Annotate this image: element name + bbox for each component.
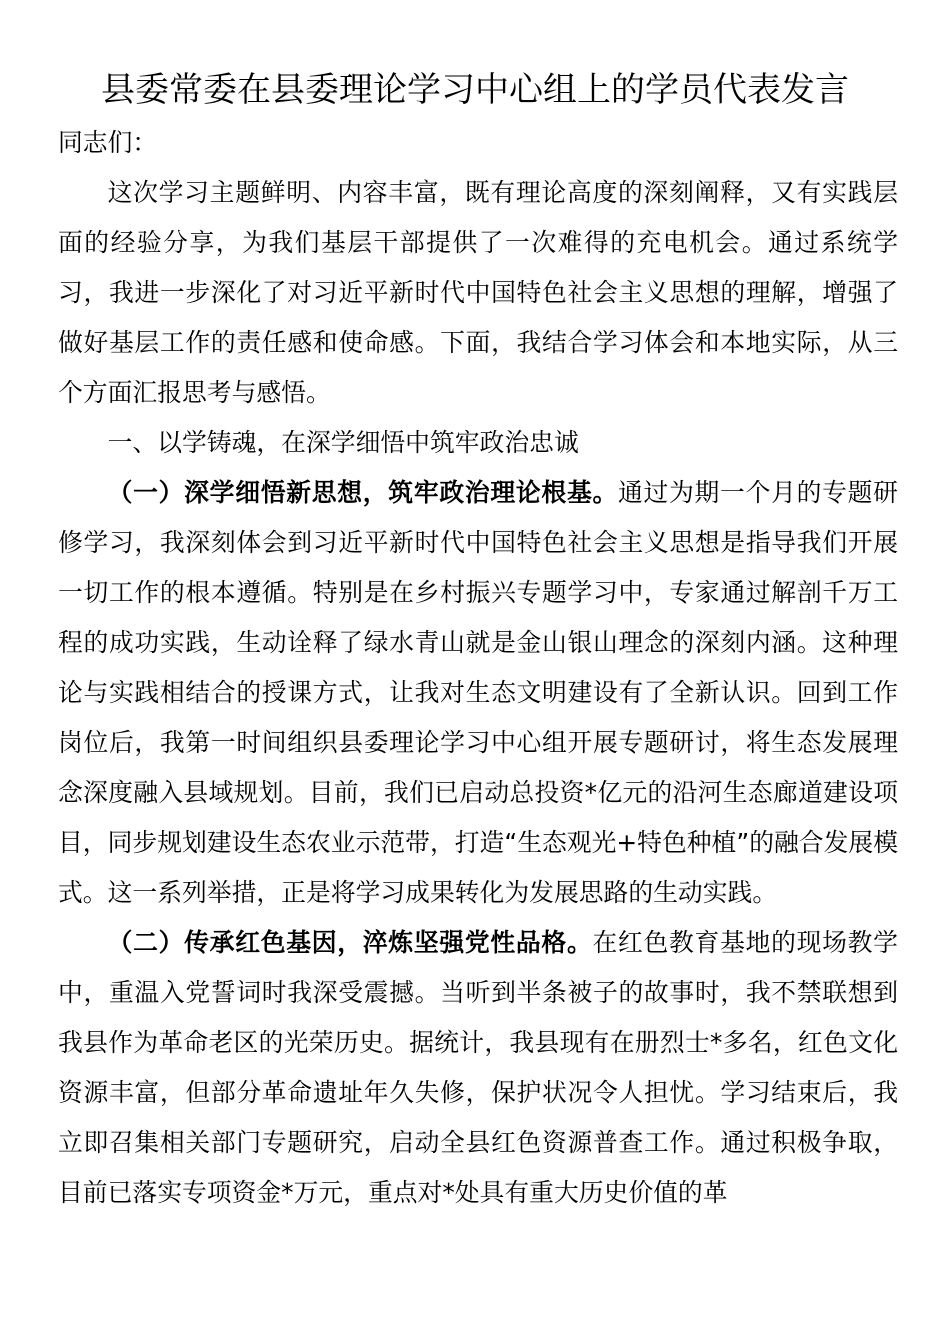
document-body: [58, 118, 898, 1218]
subheading-part-2: （二）传承红色基因，淬炼坚强党性品格。: [107, 928, 593, 957]
salutation: 同志们：: [58, 128, 158, 157]
section-heading-1: 一、以学铸魂，在深学细悟中筑牢政治忠诚: [107, 428, 579, 457]
text-part-1: 通过为期一个月的专题研修学习，我深刻体会到习近平新时代中国特色社会主义思想是指导我们开展一切工作的根本遵循。特别是在乡村振兴专题学习中，专家通过解剖千万工程的成功实践，生动诠释了绿水青山就是金山银山理念的深刻内涵。这种理论与实践相结合的授课方式，让我对生态文明建设有了全新认识。回到工作岗位后，我第一时间组织县委理论学习中心组开展专题研讨，将生态发展理念深度融入县域规划。目前，我们已启动总投资*亿元的沿河生态廊道建设项目，同步规划建设生态农业示范带，打造“生态观光+特色种植”的融合发展模式。这一系列举措，正是将学习成果转化为发展思路的生动实践。: [58, 478, 898, 907]
paragraph-part-2: [58, 918, 898, 1218]
intro-paragraph: 这次学习主题鲜明、内容丰富，既有理论高度的深刻阐释，又有实践层面的经验分享，为我们基层干部提供了一次难得的充电机会。通过系统学习，我进一步深化了对习近平新时代中国特色社会主义思想的理解，增强了做好基层工作的责任感和使命感。下面，我结合学习体会和本地实际，从三个方面汇报思考与感悟。: [58, 178, 898, 407]
text-part-2: 在红色教育基地的现场教学中，重温入党誓词时我深受震撼。当听到半条被子的故事时，我不禁联想到我县作为革命老区的光荣历史。据统计，我县现有在册烈士*多名，红色文化资源丰富，但部分革命遗址年久失修，保护状况令人担忧。学习结束后，我立即召集相关部门专题研究，启动全县红色资源普查工作。通过积极争取，目前已落实专项资金*万元，重点对*处具有重大历史价值的革: [58, 928, 898, 1207]
subheading-part-1: （一）深学细悟新思想，筑牢政治理论根基。: [107, 478, 618, 507]
document-title: 县委常委在县委理论学习中心组上的学员代表发言: [101, 70, 849, 110]
paragraph-part-1: [58, 468, 898, 918]
